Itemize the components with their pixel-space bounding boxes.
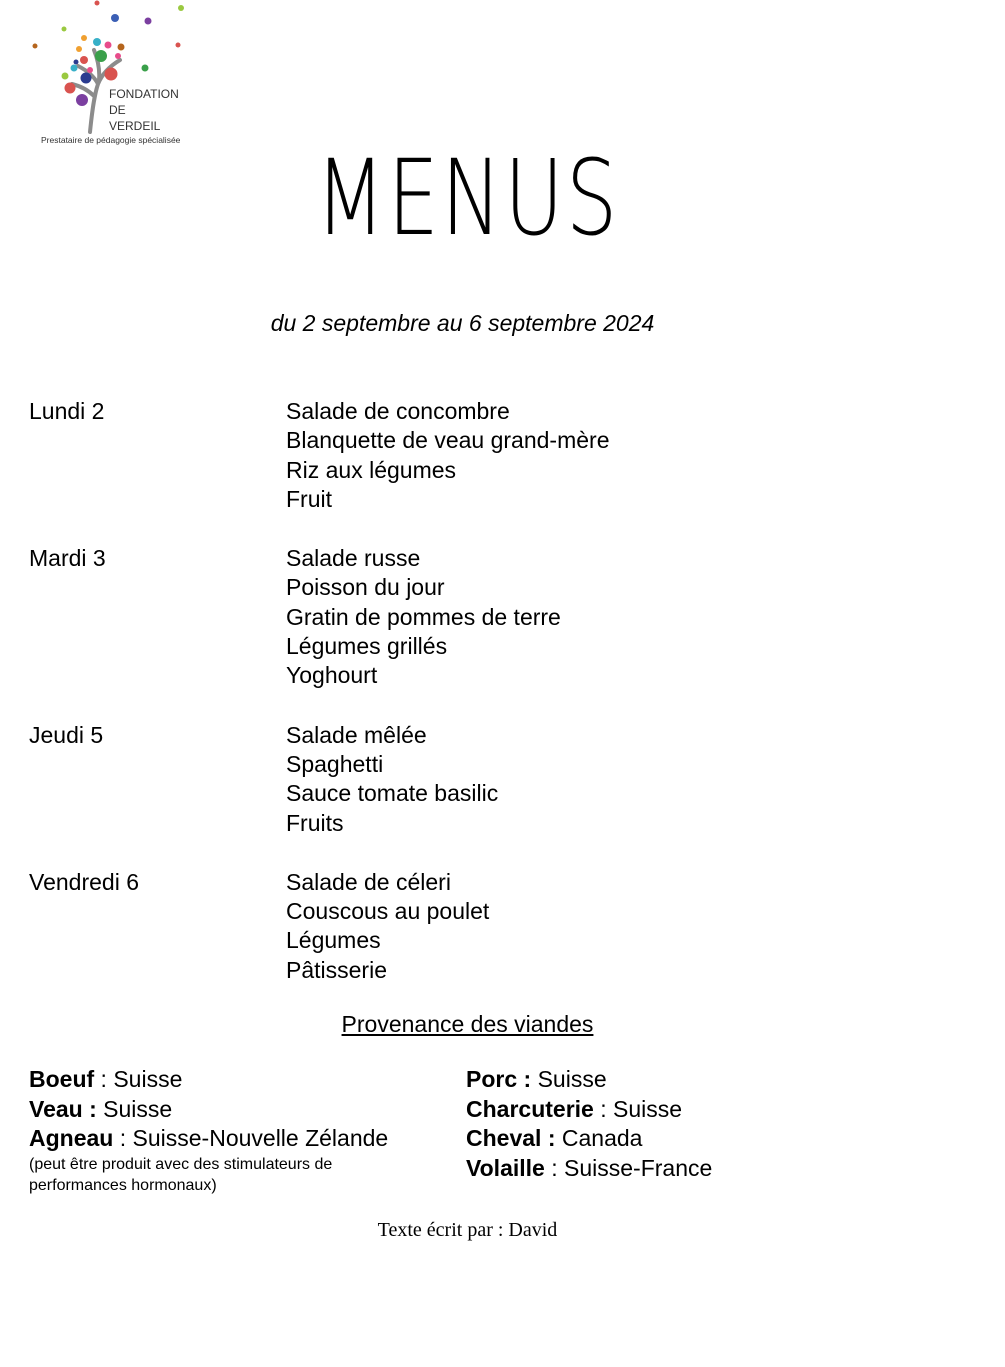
day-thursday <box>29 721 929 838</box>
meat-origin-row <box>466 1154 886 1184</box>
logo-wordmark <box>109 86 179 134</box>
dish: Pâtisserie <box>286 956 387 983</box>
provenance-right-column <box>466 1065 886 1183</box>
meat-origin-row <box>29 1095 449 1125</box>
meat-separator: : <box>593 1095 613 1122</box>
meat-origin-row <box>466 1065 886 1095</box>
meat-separator: : <box>113 1125 133 1151</box>
meat-origin: Suisse <box>537 1066 607 1092</box>
logo-line-2: DE <box>109 103 126 117</box>
dish: Fruit <box>286 485 332 512</box>
dish: Poisson du jour <box>286 574 445 601</box>
provenance-title: Provenance des viandes <box>341 1011 594 1037</box>
meat-name: Cheval : <box>466 1125 556 1151</box>
dish: Yoghourt <box>286 662 378 689</box>
meat-name: Agneau <box>29 1125 114 1151</box>
meat-origin-row <box>29 1065 449 1095</box>
day-tuesday <box>29 544 929 690</box>
dish: Gratin de pommes de terre <box>286 603 561 630</box>
dish-list <box>286 544 929 690</box>
day-name: Lundi 2 <box>29 398 105 424</box>
meat-name: Charcuterie <box>466 1095 594 1122</box>
logo-tagline: Prestataire de pédagogie spécialisée <box>41 135 181 145</box>
meat-name: Veau : <box>29 1095 97 1122</box>
dish: Sauce tomate basilic <box>286 780 499 807</box>
dish: Salade de concombre <box>286 398 510 424</box>
meat-origin: Suisse <box>613 1095 683 1122</box>
day-name: Jeudi 5 <box>29 721 104 748</box>
logo-line-3: VERDEIL <box>109 119 161 133</box>
dish: Blanquette de veau grand-mère <box>286 427 610 454</box>
meat-name: Boeuf <box>29 1066 95 1092</box>
meat-origin: Suisse <box>113 1066 183 1092</box>
page-title: MENUS <box>315 137 620 259</box>
meat-separator: : <box>94 1066 114 1092</box>
day-monday <box>29 397 929 514</box>
meat-origin: Suisse <box>103 1095 173 1122</box>
day-name: Vendredi 6 <box>29 868 139 895</box>
meat-origin-row <box>466 1095 886 1125</box>
author-footer: Texte écrit par : David <box>377 1219 558 1241</box>
dish: Salade russe <box>286 545 421 572</box>
dish: Fruits <box>286 809 344 836</box>
meat-origin: Canada <box>561 1125 643 1151</box>
dish: Salade mêlée <box>286 721 427 748</box>
meat-separator: : <box>544 1154 564 1181</box>
dish: Spaghetti <box>286 750 384 777</box>
meat-name: Volaille <box>466 1154 545 1181</box>
meat-origin-row <box>466 1124 886 1154</box>
day-name: Mardi 3 <box>29 545 106 572</box>
day-friday <box>29 868 929 985</box>
meat-name: Porc : <box>466 1066 532 1092</box>
dish: Légumes grillés <box>286 633 448 660</box>
logo-line-1: FONDATION <box>109 87 179 101</box>
weekly-menu <box>29 397 929 1015</box>
dish-list <box>286 397 929 514</box>
dish: Salade de céleri <box>286 868 451 895</box>
hormone-note: (peut être produit avec des stimulateurs de performances hormonaux) <box>29 1155 333 1194</box>
dish: Couscous au poulet <box>286 898 490 925</box>
date-range: du 2 septembre au 6 septembre 2024 <box>270 310 655 336</box>
meat-origin-row <box>29 1124 449 1154</box>
provenance-left-column <box>29 1065 449 1196</box>
dish: Légumes <box>286 927 381 954</box>
fondation-logo <box>28 0 188 148</box>
dish-list <box>286 868 929 985</box>
meat-origin: Suisse-France <box>564 1154 713 1181</box>
dish: Riz aux légumes <box>286 456 457 483</box>
meat-origin: Suisse-Nouvelle Zélande <box>132 1125 389 1151</box>
dish-list <box>286 721 929 838</box>
